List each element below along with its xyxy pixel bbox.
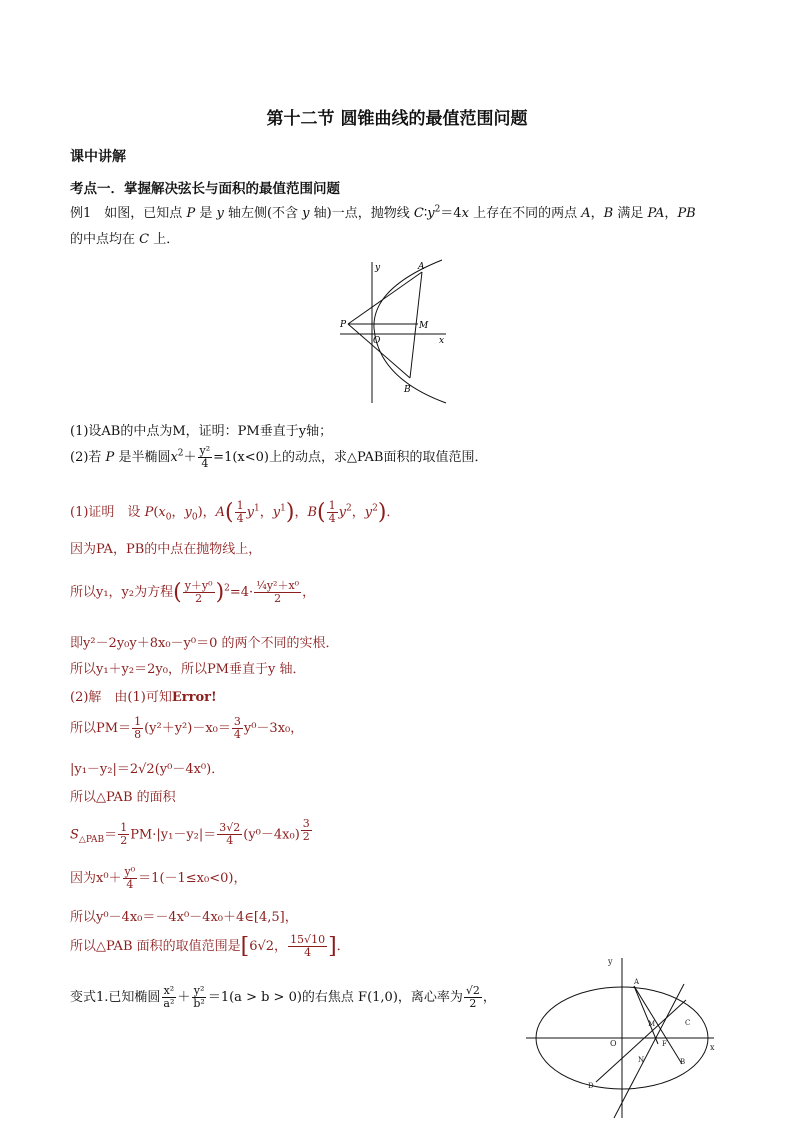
segment-mn (634, 986, 658, 1044)
label-a: A (418, 262, 425, 272)
parabola-figure (338, 258, 460, 414)
example-label: 例1 (70, 206, 92, 221)
question-1: (1)设AB的中点为M，证明：PM垂直于y轴； (70, 424, 333, 439)
label-x-2: x (710, 1043, 715, 1052)
page-title: 第十二节 圆锥曲线的最值范围问题 (266, 109, 528, 129)
section-heading: 课中讲解 (70, 149, 126, 165)
solution-line-11: 因为x⁰＋ $\frac{\text{y⁰}}{4}$ ＝1(－1≤x₀<0)， (70, 865, 247, 891)
label-y: y (375, 263, 381, 273)
label-f-2: F (662, 1040, 667, 1048)
solution-line-6: (2)解 由(1)可知Error! (70, 690, 217, 705)
label-y-2: y (608, 957, 613, 966)
solution-line-9: 所以△PAB 的面积 (70, 790, 176, 805)
variant-line: 变式1.已知椭圆 $\frac{\text{x²}}{\text{a²}}$ ＋ $\frac{\text{y²}}{\text{b²}}$ ＝1(a > b > 0)的右焦点 F(1,0)，离心率为 $\frac{√2}{2}$ ， (70, 984, 496, 1010)
segment-pb (348, 324, 410, 378)
solution-line-2: 因为PA，PB的中点在抛物线上， (70, 542, 262, 557)
solution-line-7: 所以PM＝ $\frac{1}{8}$ (y²＋y²)－x₀＝ $\frac{3}{4}$ y⁰－3x₀， (70, 715, 304, 741)
error-text: Error! (171, 690, 217, 705)
label-m: M (419, 321, 429, 331)
label-m-2: M (648, 1020, 656, 1028)
ellipse-figure (524, 954, 724, 1120)
solution-line-12: 所以y⁰－4x₀＝－4x⁰－4x₀＋4∈[4,5]， (70, 910, 298, 925)
solution-line-3: 所以y₁，y₂为方程( $\frac{\text{y＋y⁰}}{2}$ )$^2$=4· $\frac{\text{¹⁄₄y²＋x⁰}}{2}$ ， (70, 579, 316, 605)
question-2: (2)若 P 是半椭圆$x^2+$ $\frac{\text{y²}}{4}$ =1(x<0)上的动点，求△PAB面积的取值范围． (70, 444, 488, 470)
segment-pa (348, 272, 422, 324)
solution-line-4: 即y²－2y₀y＋8x₀－y⁰＝0 的两个不同的实根． (70, 636, 339, 651)
example-line-2: 的中点均在 C 上． (70, 232, 180, 247)
label-o: O (373, 336, 381, 346)
label-a-2: A (634, 978, 640, 986)
solution-line-1: (1)证明 设 $P(x_0$，$y_0$)，A( $\frac{1}{4}$ $y^1$，$y^1$)，B( $\frac{1}{4}$ $y^2$，$y^2$)． (70, 499, 400, 525)
solution-line-8: |y₁－y₂|＝2√2(y⁰－4x⁰)． (70, 762, 225, 777)
label-d-2: D (588, 1082, 594, 1090)
label-o-2: O (610, 1039, 617, 1048)
parabola-curve (374, 260, 446, 403)
solution-line-13: 所以△PAB 面积的取值范围是[6√2， $\frac{15√10}{4}$ ]． (70, 933, 350, 959)
label-x: x (439, 336, 445, 346)
label-b: B (404, 385, 411, 395)
label-b-2: B (680, 1058, 686, 1066)
label-c-2: C (685, 1019, 691, 1027)
label-p: P (340, 320, 347, 330)
solution-line-5: 所以y₁＋y₂＝2y₀，所以PM垂直于y 轴． (70, 662, 306, 677)
solution-line-10: $S_{\triangle PAB}=$ $\frac{1}{2}$ PM·|y₁－y₂|＝ $\frac{3√2}{4}$ (y⁰－4x₀) $^{\frac{3}{2}}$ (70, 817, 310, 848)
example-line-1: 例1 如图，已知点 P 是 y 轴左侧(不含 y 轴)一点，抛物线 $C∶y^2=4x$ 上存在不同的两点 A，B 满足 PA，PB (70, 204, 696, 221)
label-n-2: N (638, 1056, 645, 1064)
kaodian-heading: 考点一．掌握解决弦长与面积的最值范围问题 (70, 181, 340, 197)
